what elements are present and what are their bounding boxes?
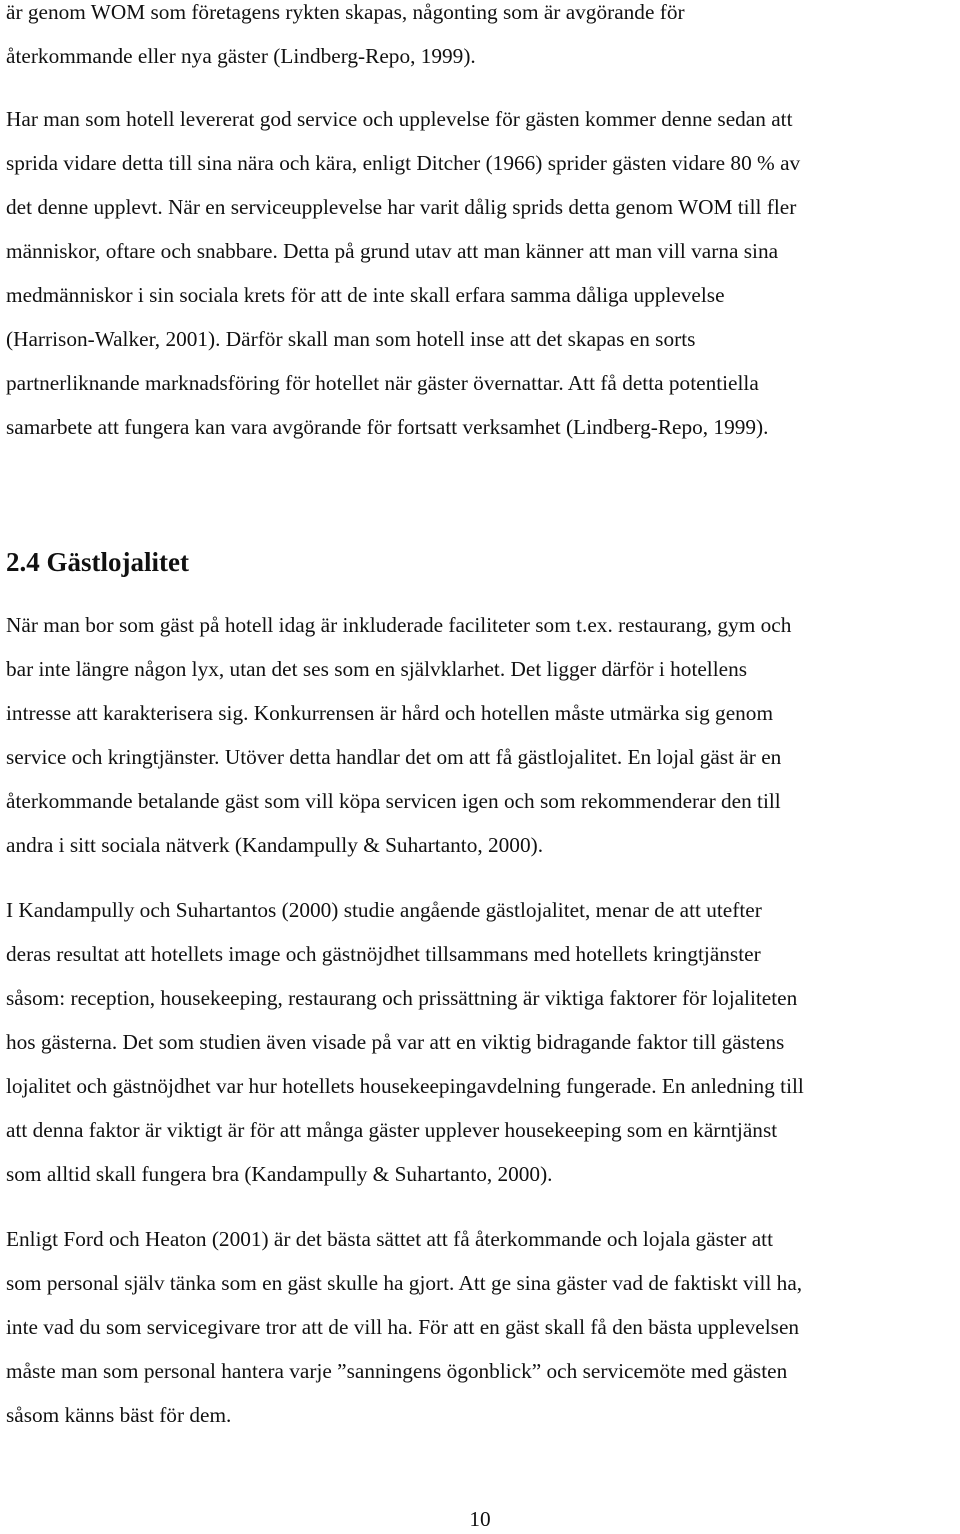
text-line: sprida vidare detta till sina nära och kära, enligt Ditcher (1966) sprider gästen vidare 80 % av xyxy=(6,151,801,175)
paragraph-kandampully xyxy=(6,888,804,1196)
text-line: bar inte längre någon lyx, utan det ses som en självklarhet. Det ligger därför i hotellens xyxy=(6,657,748,681)
text-line: lojalitet och gästnöjdhet var hur hotellets housekeepingavdelning fungerade. En anledning till xyxy=(6,1074,804,1098)
text-line: (Harrison-Walker, 2001). Därför skall man som hotell inse att det skapas en sorts xyxy=(6,327,696,351)
text-line: inte vad du som servicegivare tror att de vill ha. För att en gäst skall få den bästa upplevelsen xyxy=(6,1315,800,1339)
section-heading: 2.4 Gästlojalitet xyxy=(6,547,189,577)
text-line: måste man som personal hantera varje ”sanningens ögonblick” och servicemöte med gästen xyxy=(6,1359,788,1383)
page-number: 10 xyxy=(469,1507,491,1531)
text-line: som alltid skall fungera bra (Kandampully & Suhartanto, 2000). xyxy=(6,1162,553,1186)
text-line: såsom känns bäst för dem. xyxy=(6,1403,232,1427)
text-line: andra i sitt sociala nätverk (Kandampully & Suhartanto, 2000). xyxy=(6,833,544,857)
text-line: partnerliknande marknadsföring för hotellet när gäster övernattar. Att få detta potentiella xyxy=(6,371,759,395)
text-line: När man bor som gäst på hotell idag är inkluderade faciliteter som t.ex. restaurang, gym och xyxy=(6,613,792,637)
text-line: Enligt Ford och Heaton (2001) är det bästa sättet att få återkommande och lojala gäster att xyxy=(6,1227,774,1251)
text-line: deras resultat att hotellets image och gästnöjdhet tillsammans med hotellets kringtjänster xyxy=(6,942,761,966)
text-line: samarbete att fungera kan vara avgörande för fortsatt verksamhet (Lindberg-Repo, 1999). xyxy=(6,415,769,439)
text-line: intresse att karakterisera sig. Konkurrensen är hård och hotellen måste utmärka sig genom xyxy=(6,701,774,725)
paragraph-service xyxy=(6,97,800,449)
text-line: återkommande eller nya gäster (Lindberg-Repo, 1999). xyxy=(6,44,476,68)
paragraph-loyalty xyxy=(6,603,791,867)
paragraph-intro xyxy=(6,0,685,78)
text-line: människor, oftare och snabbare. Detta på grund utav att man känner att man vill varna sina xyxy=(6,239,779,263)
text-line: är genom WOM som företagens rykten skapas, någonting som är avgörande för xyxy=(6,0,685,24)
text-line: service och kringtjänster. Utöver detta handlar det om att få gästlojalitet. En lojal gäst är en xyxy=(6,745,782,769)
text-line: såsom: reception, housekeeping, restaurang och prissättning är viktiga faktorer för lojaliteten xyxy=(6,986,798,1010)
text-line: Har man som hotell levererat god service och upplevelse för gästen kommer denne sedan att xyxy=(6,107,793,131)
text-line: medmänniskor i sin sociala krets för att de inte skall erfara samma dåliga upplevelse xyxy=(6,283,725,307)
text-line: det denne upplevt. När en serviceupplevelse har varit dålig sprids detta genom WOM till fler xyxy=(6,195,797,219)
text-line: att denna faktor är viktigt är för att många gäster upplever housekeeping som en kärntjänst xyxy=(6,1118,778,1142)
text-line: återkommande betalande gäst som vill köpa servicen igen och som rekommenderar den till xyxy=(6,789,781,813)
text-line: som personal själv tänka som en gäst skulle ha gjort. Att ge sina gäster vad de faktiskt vill ha, xyxy=(6,1271,803,1295)
paragraph-ford xyxy=(6,1217,802,1437)
text-line: I Kandampully och Suhartantos (2000) studie angående gästlojalitet, menar de att utefter xyxy=(6,898,762,922)
text-line: hos gästerna. Det som studien även visade på var att en viktig bidragande faktor till gästens xyxy=(6,1030,785,1054)
